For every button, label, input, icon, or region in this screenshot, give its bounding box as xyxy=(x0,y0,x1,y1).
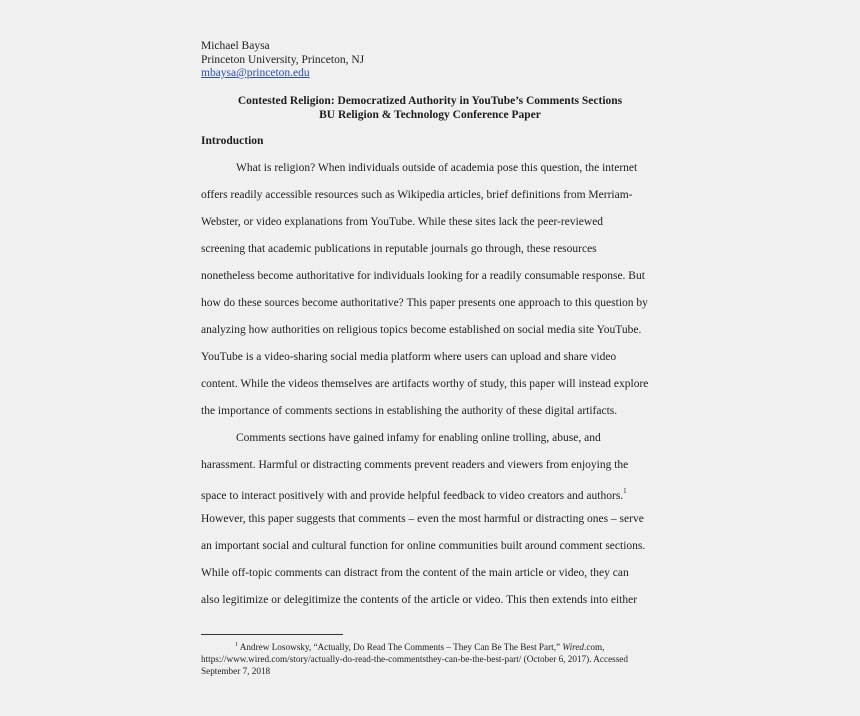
title-line-2: BU Religion & Technology Conference Paper xyxy=(319,109,541,121)
body-line: offers readily accessible resources such as Wikipedia articles, brief definitions from Merriam- xyxy=(201,189,633,201)
paper-title xyxy=(201,94,659,122)
body-line-text: space to interact positively with and provide helpful feedback to video creators and authors. xyxy=(201,489,624,502)
footnote-url: https://www.wired.com/story/actually-do-read-the-commentsthey-can-be-the-best-part/ (October 6, 2017). Accessed xyxy=(201,654,628,665)
title-line-1: Contested Religion: Democratized Authority in YouTube’s Comments Sections xyxy=(237,95,623,107)
body-line: the importance of comments sections in establishing the authority of these digital artifacts. xyxy=(201,405,618,417)
body-line-with-footnote xyxy=(201,485,627,503)
footnote-source-suffix: .com, xyxy=(584,642,605,653)
author-affiliation: Princeton University, Princeton, NJ xyxy=(201,53,365,66)
footnote-number: 1 xyxy=(235,642,238,648)
footnote xyxy=(201,639,671,677)
body-line: Comments sections have gained infamy for enabling online trolling, abuse, and xyxy=(236,432,601,444)
footnote-access-date: September 7, 2018 xyxy=(201,666,271,677)
body-line: However, this paper suggests that comments – even the most harmful or distracting ones – serve xyxy=(201,513,644,525)
body-line: how do these sources become authoritative? This paper presents one approach to this question by xyxy=(201,297,648,309)
footnote-divider xyxy=(201,634,343,635)
body-line: analyzing how authorities on religious topics become established on social media site YouTube. xyxy=(201,324,642,336)
body-line: also legitimize or delegitimize the contents of the article or video. This then extends into either xyxy=(201,594,638,606)
author-email-link[interactable]: mbaysa@princeton.edu xyxy=(201,67,310,79)
footnote-source: Wired xyxy=(562,642,585,653)
body-line: YouTube is a video-sharing social media platform where users can upload and share video xyxy=(201,351,617,363)
section-heading: Introduction xyxy=(201,135,264,147)
body-line: harassment. Harmful or distracting comments prevent readers and viewers from enjoying the xyxy=(201,459,629,471)
author-name: Michael Baysa xyxy=(201,40,270,52)
body-line: Webster, or video explanations from YouTube. While these sites lack the peer-reviewed xyxy=(201,216,604,228)
body-line: What is religion? When individuals outside of academia pose this question, the internet xyxy=(236,162,638,174)
author-block xyxy=(201,40,364,81)
body-line: screening that academic publications in reputable journals go through, these resources xyxy=(201,243,597,255)
body-line: content. While the videos themselves are artifacts worthy of study, this paper will instead explore xyxy=(201,378,649,390)
body-line: an important social and cultural function for online communities built around comment sections. xyxy=(201,540,646,552)
body-line: nonetheless become authoritative for individuals looking for a readily consumable response. But xyxy=(201,270,645,282)
footnote-citation-start: Andrew Losowsky, “Actually, Do Read The Comments – They Can Be The Best Part,” xyxy=(239,642,563,653)
footnote-line-1 xyxy=(201,639,671,653)
body-line: While off-topic comments can distract from the content of the main article or video, they can xyxy=(201,567,629,579)
footnote-marker: 1 xyxy=(623,487,627,495)
